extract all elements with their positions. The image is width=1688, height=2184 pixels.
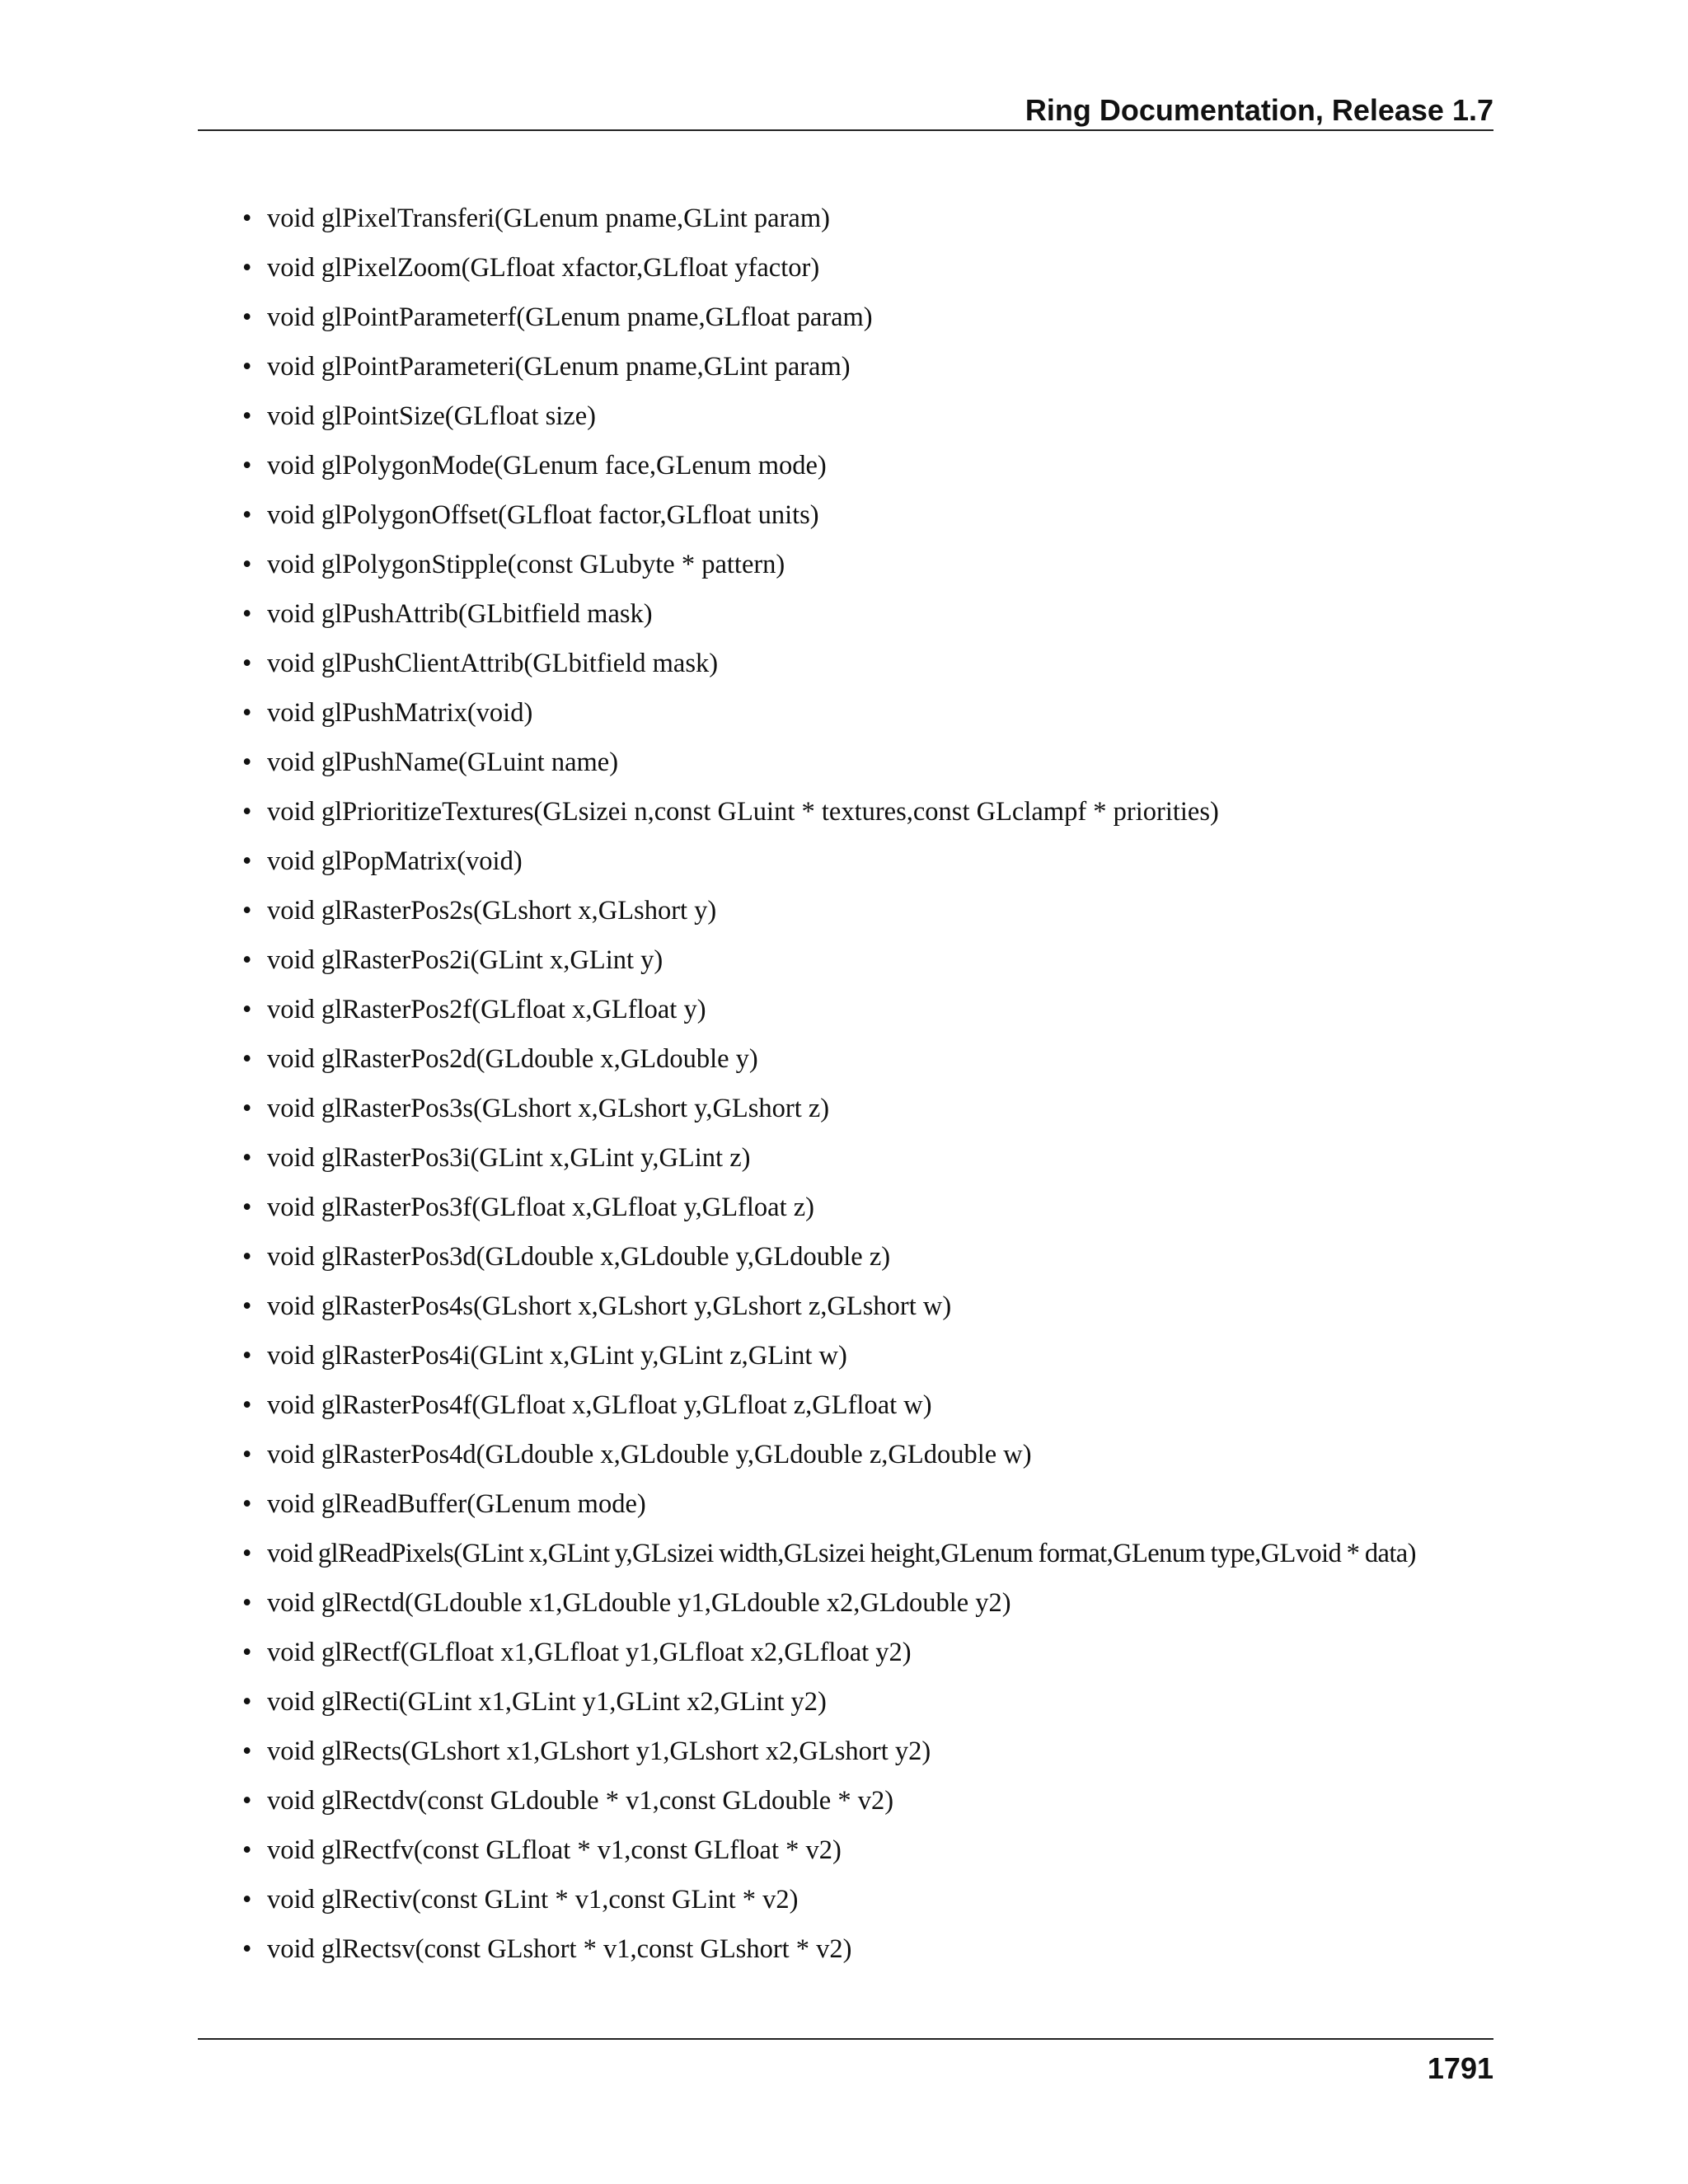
list-item [242,940,1503,989]
list-item [242,396,1503,445]
list-item [242,445,1503,494]
function-signature: void glRectsv(const GLshort * v1,const GLshort * v2) [267,1934,852,1964]
bullet-icon: • [242,1835,252,1865]
bullet-icon: • [242,1143,252,1173]
bullet-icon: • [242,1786,252,1816]
bullet-icon: • [242,1390,252,1420]
list-item [242,1681,1503,1731]
bullet-icon: • [242,995,252,1024]
page-header-title: Ring Documentation, Release 1.7 [1025,93,1493,127]
bullet-icon: • [242,945,252,975]
function-signature: void glRasterPos4s(GLshort x,GLshort y,GLshort z,GLshort w) [267,1291,952,1321]
function-signature: void glRasterPos3s(GLshort x,GLshort y,GLshort z) [267,1094,830,1123]
function-signature: void glRectf(GLfloat x1,GLfloat y1,GLfloat x2,GLfloat y2) [267,1638,912,1667]
function-signature: void glPointSize(GLfloat size) [267,401,596,431]
bullet-icon: • [242,649,252,678]
footer-divider [198,2038,1493,2040]
function-signature: void glRasterPos2f(GLfloat x,GLfloat y) [267,995,706,1024]
bullet-icon: • [242,1193,252,1222]
list-item [242,692,1503,742]
bullet-icon: • [242,1044,252,1074]
list-item [242,1483,1503,1533]
bullet-icon: • [242,1489,252,1519]
function-signature: void glPushName(GLuint name) [267,748,619,777]
list-item [242,1434,1503,1483]
list-item [242,1038,1503,1088]
function-signature: void glPushAttrib(GLbitfield mask) [267,599,653,629]
function-signature: void glPrioritizeTextures(GLsizei n,const GLuint * textures,const GLclampf * priorities) [267,797,1219,827]
function-signature: void glRasterPos4f(GLfloat x,GLfloat y,GLfloat z,GLfloat w) [267,1390,932,1420]
function-signature: void glRects(GLshort x1,GLshort y1,GLshort x2,GLshort y2) [267,1736,931,1766]
list-item [242,494,1503,544]
bullet-icon: • [242,1934,252,1964]
page-number: 1791 [1427,2051,1493,2085]
list-item [242,989,1503,1038]
function-signature: void glRasterPos4i(GLint x,GLint y,GLint z,GLint w) [267,1341,847,1371]
list-item [242,1632,1503,1681]
bullet-icon: • [242,1242,252,1272]
bullet-icon: • [242,1341,252,1371]
function-signature: void glPopMatrix(void) [267,846,523,876]
function-signature: void glRectfv(const GLfloat * v1,const GLfloat * v2) [267,1835,842,1865]
bullet-icon: • [242,401,252,431]
bullet-icon: • [242,1736,252,1766]
list-item [242,1533,1503,1582]
function-signature: void glPointParameterf(GLenum pname,GLfloat param) [267,302,873,332]
bullet-icon: • [242,1588,252,1618]
function-signature: void glReadBuffer(GLenum mode) [267,1489,646,1519]
list-item [242,1236,1503,1286]
list-item [242,1780,1503,1830]
function-signature: void glPointParameteri(GLenum pname,GLint param) [267,352,851,382]
list-item [242,890,1503,940]
bullet-icon: • [242,846,252,876]
bullet-icon: • [242,1440,252,1469]
bullet-icon: • [242,500,252,530]
bullet-icon: • [242,302,252,332]
list-item [242,1731,1503,1780]
function-signature-list [242,198,1503,1978]
bullet-icon: • [242,896,252,926]
bullet-icon: • [242,797,252,827]
bullet-icon: • [242,1687,252,1717]
list-item [242,544,1503,593]
function-signature: void glRasterPos3f(GLfloat x,GLfloat y,GLfloat z) [267,1193,814,1222]
list-item [242,247,1503,297]
function-signature: void glReadPixels(GLint x,GLint y,GLsizei width,GLsizei height,GLenum format,GLenum type,GLvoid * data) [267,1539,1416,1568]
list-item [242,1582,1503,1632]
function-signature: void glRasterPos3d(GLdouble x,GLdouble y,GLdouble z) [267,1242,891,1272]
function-signature: void glPushMatrix(void) [267,698,533,728]
header-divider [198,129,1493,131]
function-signature: void glRasterPos2s(GLshort x,GLshort y) [267,896,717,926]
list-item [242,1335,1503,1385]
bullet-icon: • [242,748,252,777]
list-item [242,198,1503,247]
list-item [242,593,1503,643]
function-signature: void glRectdv(const GLdouble * v1,const GLdouble * v2) [267,1786,894,1816]
bullet-icon: • [242,698,252,728]
list-item [242,841,1503,890]
bullet-icon: • [242,1638,252,1667]
bullet-icon: • [242,1291,252,1321]
function-signature: void glRasterPos4d(GLdouble x,GLdouble y,GLdouble z,GLdouble w) [267,1440,1032,1469]
list-item [242,1137,1503,1187]
list-item [242,1385,1503,1434]
list-item [242,1286,1503,1335]
list-item [242,1929,1503,1978]
function-signature: void glRasterPos2d(GLdouble x,GLdouble y) [267,1044,758,1074]
list-item [242,297,1503,346]
list-item [242,1879,1503,1929]
function-signature: void glPushClientAttrib(GLbitfield mask) [267,649,719,678]
bullet-icon: • [242,1094,252,1123]
function-signature: void glRecti(GLint x1,GLint y1,GLint x2,GLint y2) [267,1687,827,1717]
function-signature: void glPolygonStipple(const GLubyte * pattern) [267,550,785,579]
list-item [242,1187,1503,1236]
function-signature: void glPolygonMode(GLenum face,GLenum mode) [267,451,827,480]
bullet-icon: • [242,1885,252,1915]
function-signature: void glRasterPos2i(GLint x,GLint y) [267,945,663,975]
list-item [242,643,1503,692]
function-signature: void glPixelTransferi(GLenum pname,GLint param) [267,204,830,233]
bullet-icon: • [242,352,252,382]
bullet-icon: • [242,204,252,233]
function-signature: void glRasterPos3i(GLint x,GLint y,GLint z) [267,1143,751,1173]
bullet-icon: • [242,550,252,579]
list-item [242,346,1503,396]
list-item [242,1830,1503,1879]
list-item [242,791,1503,841]
bullet-icon: • [242,253,252,283]
function-signature: void glPixelZoom(GLfloat xfactor,GLfloat yfactor) [267,253,820,283]
function-signature: void glRectiv(const GLint * v1,const GLint * v2) [267,1885,799,1915]
list-item [242,1088,1503,1137]
bullet-icon: • [242,1539,252,1568]
function-signature: void glPolygonOffset(GLfloat factor,GLfloat units) [267,500,819,530]
bullet-icon: • [242,599,252,629]
bullet-icon: • [242,451,252,480]
function-signature: void glRectd(GLdouble x1,GLdouble y1,GLdouble x2,GLdouble y2) [267,1588,1011,1618]
list-item [242,742,1503,791]
